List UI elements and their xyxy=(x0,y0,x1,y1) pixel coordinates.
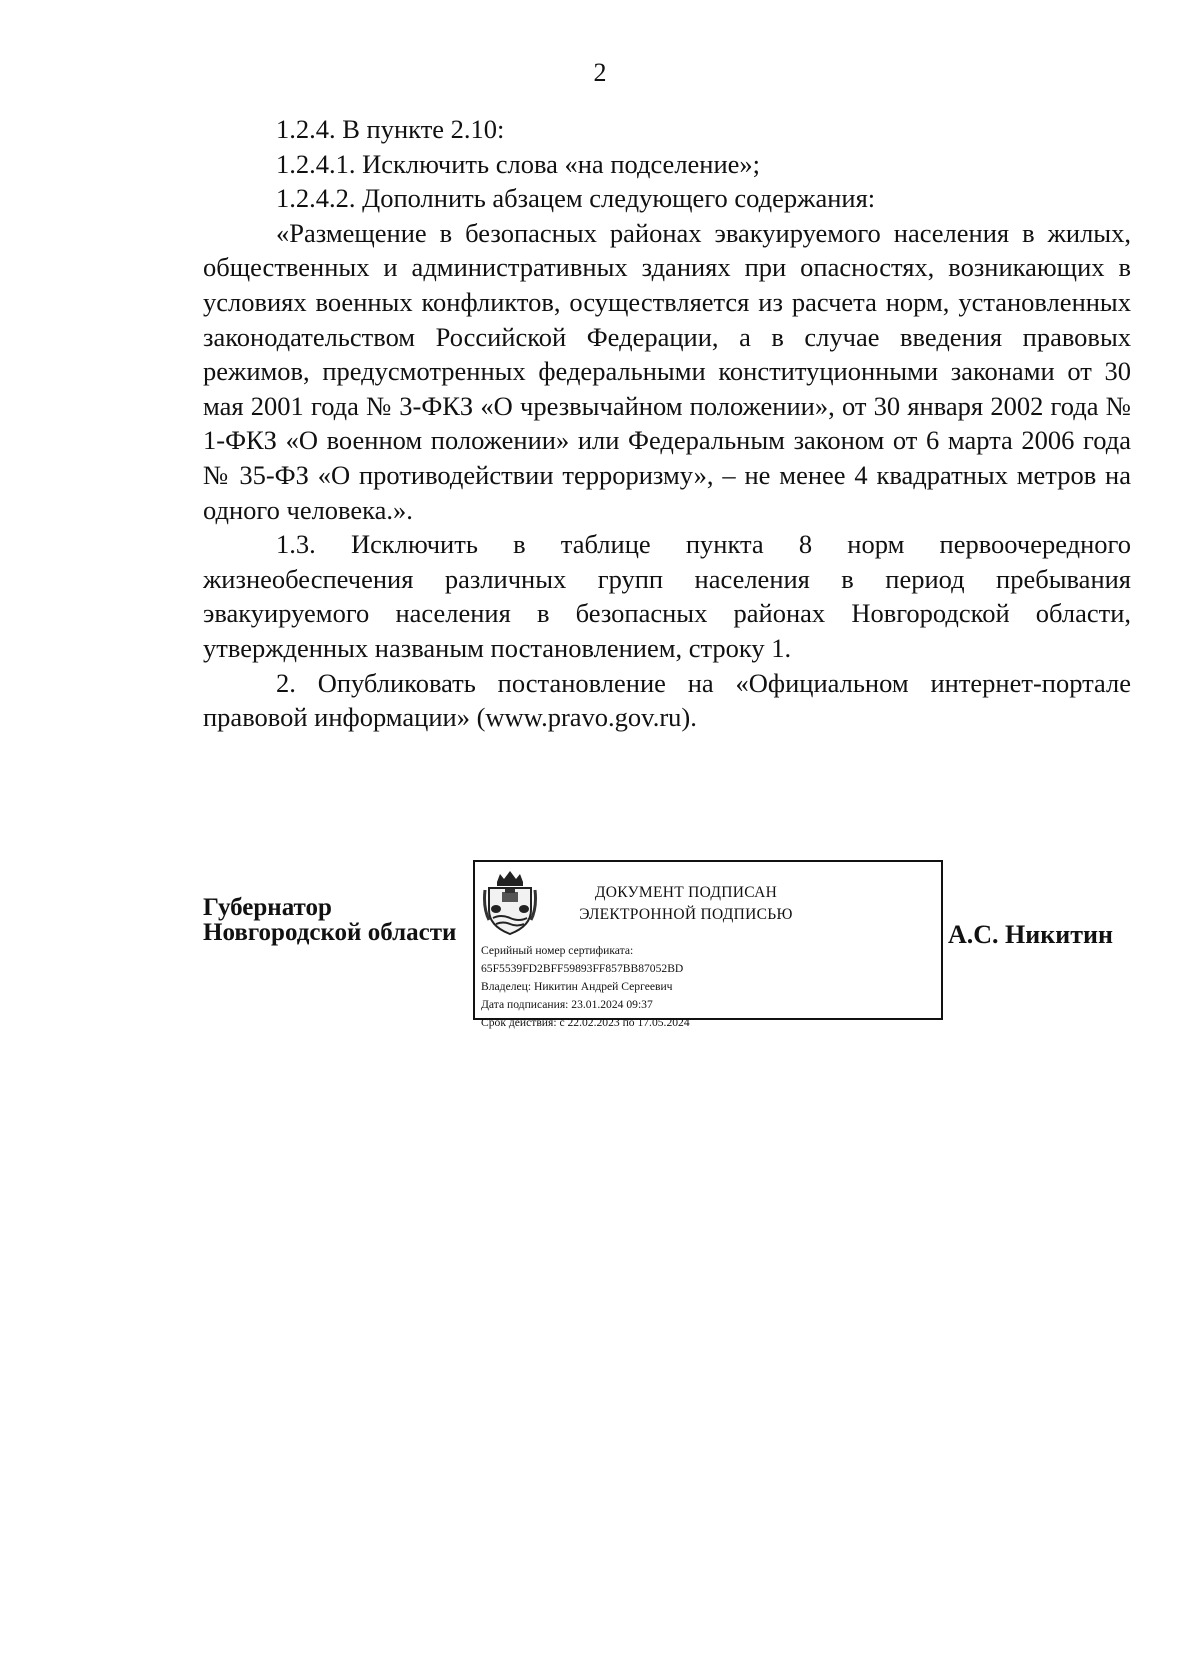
stamp-header xyxy=(557,882,815,926)
stamp-header-line-2: ЭЛЕКТРОННОЙ ПОДПИСЬЮ xyxy=(579,906,793,923)
paragraph-1-2-4: 1.2.4. В пункте 2.10: xyxy=(276,114,505,144)
paragraph-1-2-4-2: 1.2.4.2. Дополнить абзацем следующего содержания: xyxy=(276,183,876,214)
paragraph-quoted-addition: «Размещение в безопасных районах эвакуируемого населения в жилых, общественных и административных зданиях при опасностях, возникающих в условиях военных конфликтов, осуществляется из расчета норм, установленных законодательством Российской Федерации, а в случае введения правовых режимов, предусмотренных федеральными конституционными законами от 30 мая 2001 года № 3-ФКЗ «О чрезвычайном положении», от 30 января 2002 года № 1-ФКЗ «О военном положении» или Федеральным законом от 6 марта 2006 года № 35-ФЗ «О противодействии терроризму», – не менее 4 квадратных метров на одного человека.». xyxy=(203,217,1131,525)
document-body xyxy=(203,112,1131,735)
stamp-header-line-1: ДОКУМЕНТ ПОДПИСАН xyxy=(594,884,778,901)
paragraph-1-2-4-1: 1.2.4.1. Исключить слова «на подселение»; xyxy=(276,148,761,179)
electronic-signature-stamp xyxy=(473,860,943,1029)
certificate-info xyxy=(481,942,690,1032)
serial-label: Серийный номер сертификата: xyxy=(481,944,634,957)
signatory-title xyxy=(203,895,456,945)
novgorod-coat-of-arms-icon xyxy=(483,868,537,936)
signatory-title-line-2: Новгородской области xyxy=(203,919,457,946)
paragraph-2: 2. Опубликовать постановление на «Официальном интернет-портале правовой информации» (www.pravo.gov.ru). xyxy=(203,667,1131,733)
page-number: 2 xyxy=(593,58,607,87)
paragraph-1-3: 1.3. Исключить в таблице пункта 8 норм первоочередного жизнеобеспечения различных групп населения в период пребывания эвакуируемого населения в безопасных районах Новгородской области, утвержденных названым постановлением, строку 1. xyxy=(203,529,1131,663)
signing-date: Дата подписания: 23.01.2024 09:37 xyxy=(481,998,653,1011)
certificate-validity: Срок действия: с 22.02.2023 по 17.05.2024 xyxy=(481,1016,690,1029)
signatory-name: А.С. Никитин xyxy=(948,920,1113,949)
serial-value: 65F5539FD2BFF59893FF857BB87052BD xyxy=(481,962,684,975)
certificate-owner: Владелец: Никитин Андрей Сергеевич xyxy=(481,980,673,993)
signatory-title-line-1: Губернатор xyxy=(203,894,332,921)
